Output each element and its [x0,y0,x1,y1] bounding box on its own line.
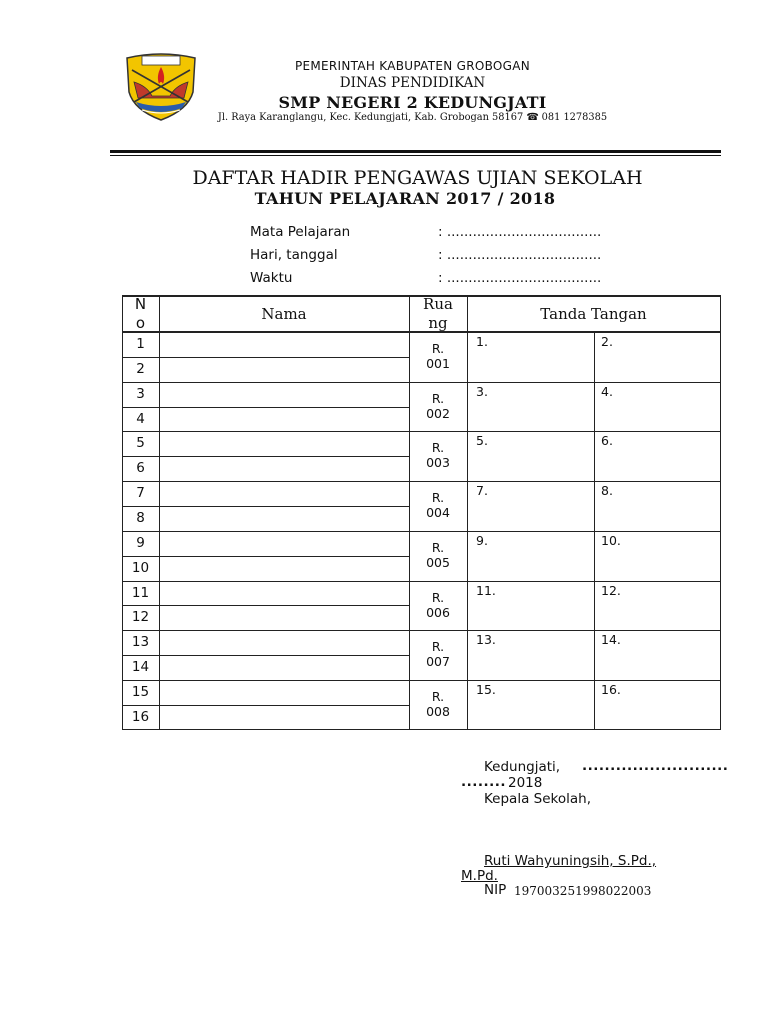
name-cell[interactable] [160,382,409,407]
room-cell [409,590,467,620]
row-number: 1 [136,336,145,352]
room-number: 004 [426,505,450,521]
field-label-subject: Mata Pelajaran [250,224,351,240]
phone-icon: ☎ [526,112,539,123]
header-room-line2: ng [428,314,448,332]
signature-place: Kedungjati, [484,759,561,775]
name-cell[interactable] [160,481,409,506]
name-cell[interactable] [160,556,409,581]
row-number: 7 [136,485,145,502]
row-number: 15 [131,683,150,700]
room-cell [409,689,467,719]
row-number: 3 [136,385,145,402]
signature-slot-left[interactable]: 3. [476,383,488,399]
nip-value: 197003251998022003 [514,884,652,898]
row-number: 12 [131,609,150,626]
signature-slot-right[interactable]: 14. [601,632,621,648]
header-name: Nama [261,305,307,323]
room-divider [409,481,721,482]
room-divider [409,680,721,681]
room-cell [409,391,467,421]
signature-slot-right[interactable]: 2. [601,334,613,349]
signature-slot-left[interactable]: 9. [476,532,488,548]
room-number: 008 [426,703,450,719]
signer-name-cont: M.Pd. [461,868,498,884]
school-name: SMP NEGERI 2 KEDUNGJATI [278,93,547,112]
signature-slot-right[interactable]: 8. [601,483,613,499]
header-rule-thin [110,155,721,156]
signer-name: Ruti Wahyuningsih, S.Pd., [484,853,657,869]
header-rule-thick [110,150,721,153]
signature-slot-left[interactable]: 1. [476,334,488,349]
room-divider [409,382,721,383]
room-divider [409,531,721,532]
field-value-date: : .................................... [438,247,602,263]
room-cell [409,490,467,520]
document-subtitle: TAHUN PELAJARAN 2017 / 2018 [254,189,556,208]
header-no [122,295,159,333]
signature-date-dots-cont: ........ [461,774,507,790]
name-cell[interactable] [160,630,409,655]
room-label: R. [431,589,445,605]
room-number: 006 [426,604,450,620]
room-label: R. [431,490,445,506]
row-number: 9 [136,534,145,551]
row-number: 16 [131,708,150,725]
room-label: R. [431,390,445,406]
signer-role: Kepala Sekolah, [484,791,591,807]
room-divider [409,630,721,631]
signature-slot-left[interactable]: 13. [476,632,496,648]
room-cell [409,639,467,669]
room-number: 001 [426,356,450,371]
name-cell[interactable] [160,456,409,481]
signature-year: 2018 [508,775,543,791]
department-name: DINAS PENDIDIKAN [339,75,486,91]
signature-slot-right[interactable]: 4. [601,383,613,399]
row-number: 2 [136,360,145,377]
room-cell [409,540,467,570]
signature-slot-right[interactable]: 10. [601,532,621,548]
room-label: R. [431,688,445,704]
row-number: 5 [136,435,145,452]
room-number: 003 [426,455,450,471]
name-cell[interactable] [160,655,409,680]
field-value-time: : .................................... [438,270,602,286]
row-number: 14 [131,659,150,676]
field-value-subject: : .................................... [438,224,602,240]
nip-label: NIP [484,882,507,898]
header-signature: Tanda Tangan [540,305,647,323]
name-cell[interactable] [160,407,409,432]
name-cell[interactable] [160,605,409,630]
field-label-date: Hari, tanggal [250,247,338,263]
room-label: R. [431,639,445,655]
attendance-table [122,295,721,730]
name-cell[interactable] [160,531,409,556]
row-number: 13 [131,634,150,651]
name-cell[interactable] [160,581,409,606]
room-number: 002 [426,405,450,421]
government-name: PEMERINTAH KABUPATEN GROBOGAN [294,59,531,73]
address-text: Jl. Raya Karanglangu, Kec. Kedungjati, Kab. Grobogan 58167 [217,112,524,123]
field-label-time: Waktu [250,270,293,286]
header-room [409,295,467,333]
room-label: R. [431,539,445,555]
name-cell[interactable] [160,332,409,357]
room-number: 007 [426,654,450,670]
name-cell[interactable] [160,705,409,730]
signature-slot-left[interactable]: 7. [476,483,488,499]
row-number: 11 [131,584,150,601]
school-address [200,112,625,123]
signature-slot-left[interactable]: 11. [476,582,496,598]
signature-date-dots: .......................... [582,758,729,774]
room-divider [409,581,721,582]
col-divider-room [467,295,468,730]
row-number: 6 [136,460,145,477]
signature-slot-left[interactable]: 15. [476,681,496,697]
room-cell [409,440,467,470]
header-no-line1: N [134,295,147,313]
header-no-line2: o [135,314,146,332]
regency-crest-logo [122,52,200,122]
name-cell[interactable] [160,431,409,456]
signature-slot-right[interactable]: 16. [601,681,621,697]
name-cell[interactable] [160,357,409,382]
row-number: 8 [136,509,145,526]
header-room-line1: Rua [423,295,453,313]
room-label: R. [431,440,445,456]
room-label: R. [431,341,445,356]
signature-slot-right[interactable]: 6. [601,433,613,449]
room-cell [409,341,467,371]
name-cell[interactable] [160,680,409,705]
row-number: 10 [131,559,150,576]
room-divider [409,431,721,432]
document-title: DAFTAR HADIR PENGAWAS UJIAN SEKOLAH [192,167,643,189]
table-border-right [720,295,721,730]
row-number: 4 [136,410,145,427]
signature-slot-right[interactable]: 12. [601,582,621,598]
name-cell[interactable] [160,506,409,531]
phone-number: 081 1278385 [541,112,608,123]
signature-slot-left[interactable]: 5. [476,433,488,449]
room-number: 005 [426,554,450,570]
